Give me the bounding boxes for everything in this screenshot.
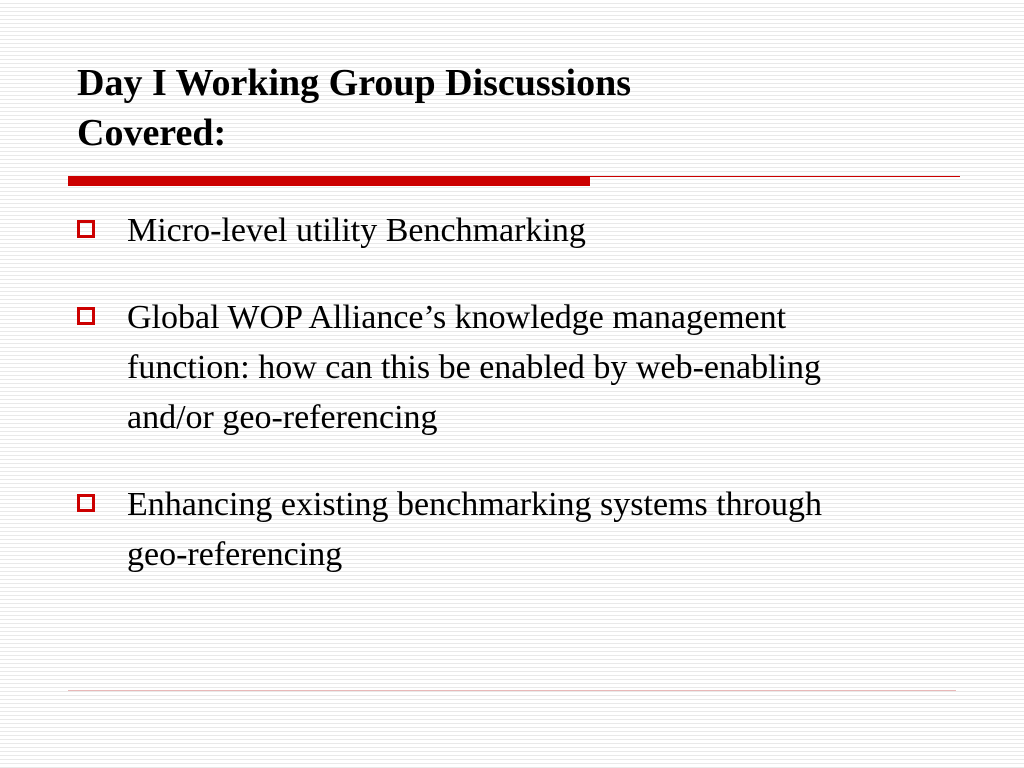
hollow-square-icon: [77, 307, 95, 325]
bullet-line: Enhancing existing benchmarking systems through: [127, 486, 822, 523]
slide-title: [77, 58, 977, 158]
title-line-2: Covered:: [77, 112, 227, 154]
bullet-line: function: how can this be enabled by web-enabling: [127, 349, 821, 386]
bullet-item: [77, 206, 977, 256]
hollow-square-icon: [77, 220, 95, 238]
hollow-square-icon: [77, 494, 95, 512]
footer-divider: [68, 690, 956, 691]
bullet-line: Micro-level utility Benchmarking: [127, 212, 586, 249]
bullet-item: [77, 293, 977, 443]
bullet-item: [77, 480, 977, 580]
bullet-line: and/or geo-referencing: [127, 399, 438, 436]
bullet-line: geo-referencing: [127, 536, 343, 573]
title-line-1: Day I Working Group Discussions: [77, 62, 631, 104]
bullet-line: Global WOP Alliance’s knowledge management: [127, 299, 787, 336]
bullet-list: [77, 206, 977, 617]
title-underline-thin: [590, 176, 960, 177]
title-underline-thick: [68, 176, 590, 186]
